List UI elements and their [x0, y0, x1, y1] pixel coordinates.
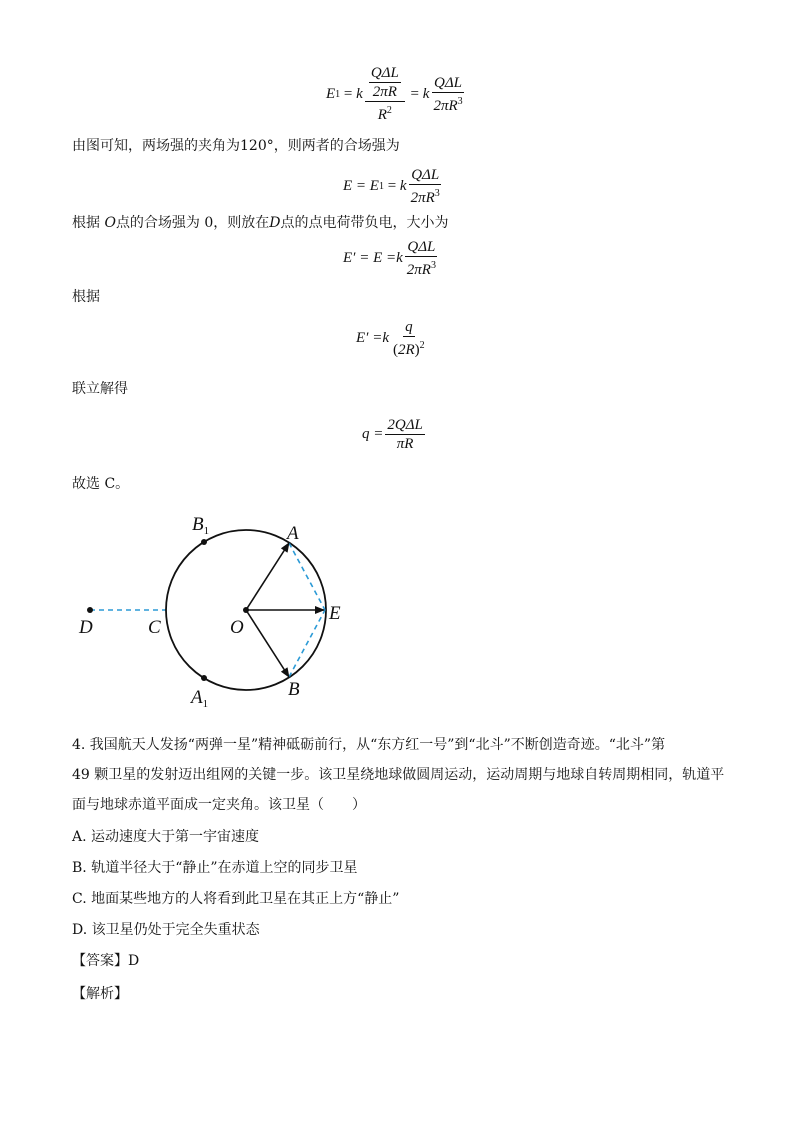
eq3-sup: 3 — [430, 260, 436, 271]
text-line-solve: 联立解得 — [72, 381, 128, 397]
text-line-origin — [72, 214, 449, 232]
eq2-lhs: E = E — [343, 178, 379, 194]
eq1-k: k — [356, 85, 363, 102]
eq1-rhs-sup: 3 — [457, 95, 463, 107]
eq3-k: k — [396, 250, 403, 266]
text-line-select: 故选 C。 — [72, 476, 130, 492]
eq4-lhs: E′ = — [356, 330, 383, 346]
eq3-lhs: E′ = E = — [343, 250, 397, 266]
eq2-sub: 1 — [378, 181, 384, 192]
eq1-r2-sup: 2 — [386, 105, 392, 116]
point-o — [243, 607, 249, 613]
eq5-den: πR — [396, 436, 414, 452]
label-a1: $A_1$ — [191, 687, 209, 710]
eq5-num: 2QΔL — [387, 417, 423, 433]
label-b: B — [288, 679, 300, 700]
geometry-figure — [70, 505, 360, 715]
line2-d: D — [269, 215, 281, 231]
label-a: A — [287, 523, 299, 544]
eq1-lhs: E — [326, 85, 336, 102]
line2-o: O — [104, 215, 116, 231]
equation-e4 — [356, 318, 429, 359]
equation-e1: E 1 = k $\frac{\frac{\text{QΔL}}{2\pi R}}{R^2}$ = k $\frac{\text{QΔL}}{2\pi R^3}$ — [326, 65, 463, 123]
eq4-den: 2R — [398, 342, 415, 358]
eq4-sup: 2 — [419, 340, 425, 351]
equation-e3 — [343, 238, 440, 279]
eq1-fraction-compound — [365, 64, 405, 124]
eq2-k: k — [399, 178, 407, 194]
text-line-angle: 由图可知，两场强的夹角为120°，则两者的合场强为 — [72, 138, 400, 154]
question-stem-line-2: 49 颗卫星的发射迈出组网的关键一步。该卫星绕地球做圆周运动，运动周期与地球自转周期相同，轨道平 — [72, 767, 725, 783]
eq1-inner-den: 2πR — [372, 84, 397, 100]
answer-line — [72, 952, 139, 970]
eq2-sup: 3 — [434, 188, 440, 199]
line2-post: 点的点电荷带负电，大小为 — [280, 215, 449, 231]
answer-value: D — [128, 953, 140, 969]
equation-e2: E = E 1 = k $\frac{\text{QΔL}}{2\pi R^3}$ — [343, 167, 440, 206]
eq1-inner-fraction — [369, 64, 401, 101]
eq3-fraction — [405, 238, 438, 279]
point-a1 — [201, 675, 207, 681]
equation-e5 — [362, 416, 427, 453]
line2-pre: 根据 — [72, 215, 105, 231]
eq5-lhs: q = — [362, 426, 384, 442]
option-a: A. 运动速度大于第一宇宙速度 — [72, 829, 260, 845]
eq4-fraction: $\frac{q}{(2R)^2}$ — [393, 319, 425, 358]
label-b1: $B_1$ — [192, 514, 210, 537]
eq5-fraction — [385, 416, 424, 453]
question-stem-line-3: 面与地球赤道平面成一定夹角。该卫星（ ） — [72, 797, 366, 813]
arrow-ob — [246, 610, 289, 677]
eq1-k2: k — [422, 85, 430, 102]
eq1-rhs-num: QΔL — [434, 74, 463, 91]
option-b: B. 轨道半径大于“静止”在赤道上空的同步卫星 — [72, 860, 358, 876]
label-e: E — [329, 603, 341, 624]
eq1-r2: R — [377, 107, 387, 123]
eq1-lhs-sub: 1 — [335, 88, 341, 100]
eq3-num: QΔL — [407, 239, 436, 255]
eq2-fraction — [409, 166, 442, 207]
arrow-oa — [246, 543, 289, 610]
eq4-k: k — [382, 330, 389, 346]
eq2-num: QΔL — [411, 167, 440, 183]
eq2-den: 2πR — [410, 190, 435, 206]
eq1-rhs-den: 2πR — [433, 97, 458, 114]
label-c: C — [148, 617, 161, 638]
text-line-according: 根据 — [72, 289, 100, 305]
option-c: C. 地面某些地方的人将看到此卫星在其正上方“静止” — [72, 891, 400, 907]
label-d: D — [79, 617, 93, 638]
analysis-label: 【解析】 — [72, 986, 128, 1002]
option-d: D. 该卫星仍处于完全失重状态 — [72, 922, 260, 938]
figure-svg — [70, 505, 360, 715]
point-d — [87, 607, 93, 613]
point-b1 — [201, 539, 207, 545]
eq4-num: q — [405, 319, 413, 335]
label-o: O — [230, 617, 244, 638]
eq1-inner-num: QΔL — [370, 65, 399, 81]
line2-mid: 点的合场强为 0，则放在 — [115, 215, 270, 231]
eq1-rhs-fraction — [431, 74, 464, 115]
question-stem-line-1: 4. 我国航天人发扬“两弹一星”精神砥砺前行，从“东方红一号”到“北斗”不断创造奇迹。“北斗”第 — [72, 737, 666, 753]
eq3-den: 2πR — [406, 262, 431, 278]
answer-label: 【答案】 — [72, 953, 128, 969]
